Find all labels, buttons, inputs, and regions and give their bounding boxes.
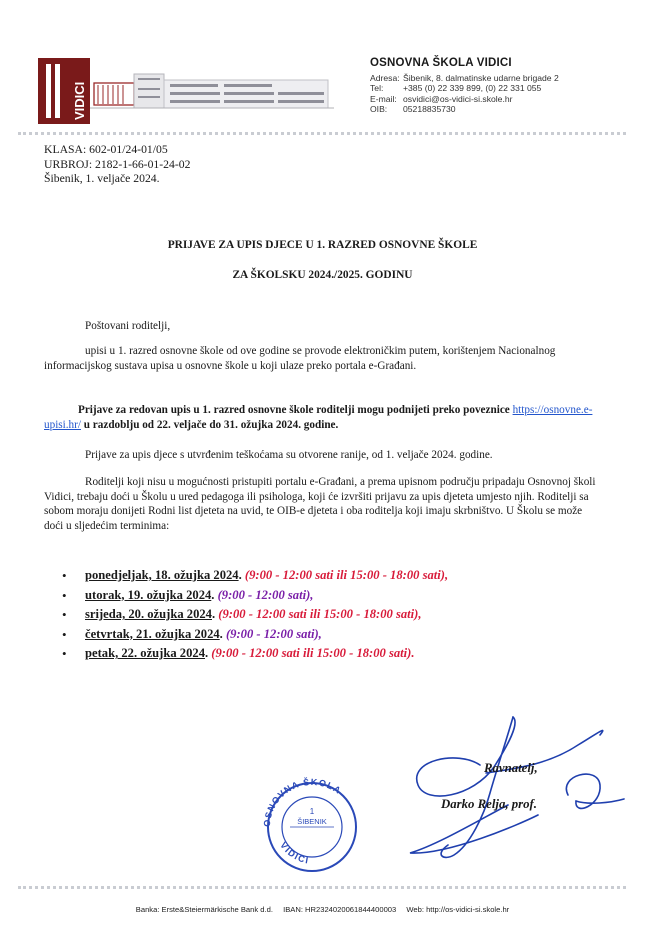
schedule-day: utorak, 19. ožujka 2024 [85, 587, 212, 602]
schedule-list [62, 566, 448, 664]
schedule-time: (9:00 - 12:00 sati ili 15:00 - 18:00 sati). [211, 646, 415, 660]
signature-and-stamp [258, 705, 628, 880]
bullet: • [62, 568, 67, 583]
school-name: OSNOVNA ŠKOLA VIDICI [370, 57, 512, 69]
bullet: • [62, 626, 67, 642]
schedule-item: • srijeda, 20. ožujka 2024. (9:00 - 12:00 sati ili 15:00 - 18:00 sati), [62, 605, 448, 625]
stamp-center-text: ŠIBENIK [297, 817, 327, 826]
document-title-line-2: ZA ŠKOLSKU 2024./2025. GODINU [232, 269, 413, 281]
schedule-day: petak, 22. ožujka 2024 [85, 646, 205, 660]
svg-text:VIDICI [278, 840, 310, 865]
stamp-bottom-text: VIDICI [278, 840, 311, 866]
footer-bank: Banka: Erste&Steiermärkische Bank d.d. [135, 905, 273, 914]
schedule-time: (9:00 - 12:00 sati), [225, 626, 322, 641]
oib-row [370, 104, 559, 114]
paragraph-intro: upisi u 1. razred osnovne škole od ove godine se provode elektroničkim putem, korištenjem Nacionalnog informacijskog sustava upisa u osnovne škole u koji ulaze preko portala e-Građani. [44, 345, 556, 372]
school-logo [38, 58, 338, 128]
schedule-item: • utorak, 19. ožujka 2024. (9:00 - 12:00 sati), [62, 586, 448, 606]
signatory-name: Darko Relja, prof. [441, 797, 537, 811]
footer-divider [18, 886, 626, 889]
document-reference [44, 143, 190, 187]
address-value: Šibenik, 8. dalmatinske udarne brigade 2 [403, 73, 559, 83]
greeting: Poštovani roditelji, [85, 320, 171, 332]
schedule-time: (9:00 - 12:00 sati), [217, 587, 314, 602]
schedule-day: ponedjeljak, 18. ožujka 2024 [85, 568, 239, 582]
logo-text: VIDICI [72, 81, 87, 120]
paragraph-registration [44, 403, 600, 432]
registration-text-before: Prijave za redovan upis u 1. razred osnovne škole roditelji mogu podnijeti preko poveznice [78, 404, 513, 416]
header-divider [18, 132, 626, 135]
e-upisi-link[interactable]: https://osnovne.e-upisi.hr/ [44, 404, 593, 431]
email-row [370, 94, 559, 104]
footer [0, 905, 645, 914]
schedule-item: • petak, 22. ožujka 2024. (9:00 - 12:00 sati ili 15:00 - 18:00 sati). [62, 644, 448, 664]
stamp-top-text: OSNOVNA ŠKOLA [261, 776, 344, 828]
urbroj-line: URBROJ: 2182-1-66-01-24-02 [44, 157, 191, 171]
signatory-role: Ravnatelj, [484, 761, 538, 775]
handwritten-signature [410, 717, 624, 857]
school-contact-info [370, 73, 559, 115]
bullet: • [62, 607, 67, 622]
paragraph-in-person: Roditelji koji nisu u mogućnosti pristupiti portalu e-Građani, a prema upisnom području pripadaju Osnovnoj školi Vidici, trebaju doći u Školu u ured pedagoga ili psihologa, koji će izvršiti prijavu za upis djeteta umjesto njih. Roditelji sa sobom moraju donijeti Rodni list djeteta na uvid, te OIB-e djeteta i oba roditelja koji imaju skrbništvo. U Školu se može doći u sljedećim terminima: [44, 476, 596, 532]
schedule-item: • četvrtak, 21. ožujka 2024. (9:00 - 12:00 sati), [62, 625, 448, 645]
phone-row [370, 83, 559, 93]
oib-value: 05218835730 [403, 104, 456, 115]
phone-label: Tel: [370, 83, 384, 94]
bullet: • [62, 646, 67, 661]
footer-iban: IBAN: HR2324020061844400003 [283, 905, 397, 914]
bullet: • [62, 587, 67, 603]
stamp-number: 1 [309, 807, 315, 816]
footer-web[interactable]: Web: http://os-vidici-si.skole.hr [406, 905, 510, 914]
email-label: E-mail: [370, 93, 397, 104]
email-value[interactable]: osvidici@os-vidici-si.skole.hr [403, 93, 513, 104]
klasa-line: KLASA: 602-01/24-01/05 [44, 143, 168, 156]
address-row [370, 73, 559, 83]
schedule-item: • ponedjeljak, 18. ožujka 2024. (9:00 - 12:00 sati ili 15:00 - 18:00 sati), [62, 566, 448, 586]
date-line: Šibenik, 1. veljače 2024. [44, 172, 160, 186]
schedule-day: srijeda, 20. ožujka 2024 [85, 607, 212, 621]
document-title-line-1: PRIJAVE ZA UPIS DJECE U 1. RAZRED OSNOVNE ŠKOLE [167, 239, 478, 251]
oib-label: OIB: [370, 104, 388, 115]
address-label: Adresa: [370, 73, 400, 83]
registration-text-after: u razdoblju od 22. veljače do 31. ožujka 2024. godine. [80, 418, 339, 431]
schedule-time: (9:00 - 12:00 sati ili 15:00 - 18:00 sati), [218, 607, 422, 621]
schedule-time: (9:00 - 12:00 sati ili 15:00 - 18:00 sati), [244, 568, 449, 582]
paragraph-difficulties: Prijave za upis djece s utvrđenim teškoćama su otvorene ranije, od 1. veljače 2024. godine. [85, 449, 493, 461]
schedule-day: četvrtak, 21. ožujka 2024 [85, 626, 220, 641]
phone-value: +385 (0) 22 339 899, (0) 22 331 055 [403, 83, 542, 94]
